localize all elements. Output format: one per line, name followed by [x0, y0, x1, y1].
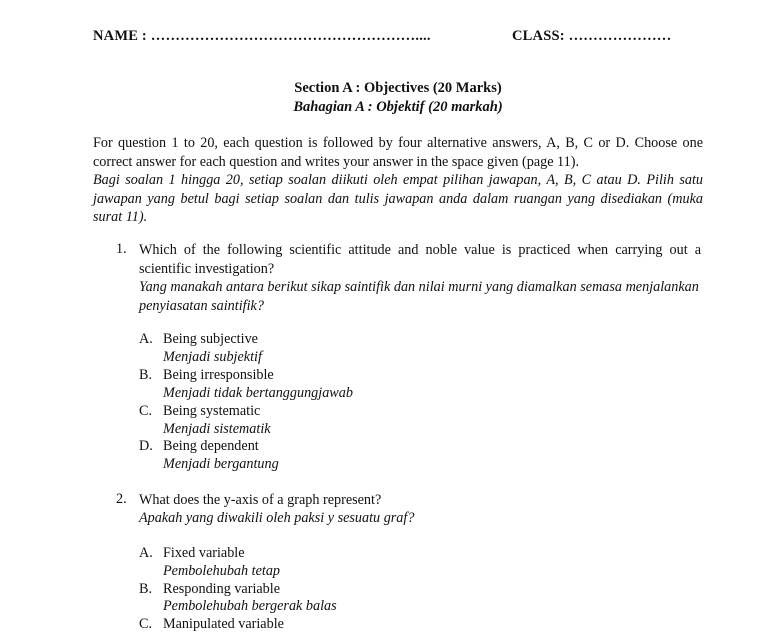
question-2-option-b: [139, 580, 280, 598]
question-1-option-a-ms: Menjadi subjektif: [163, 349, 262, 365]
question-2-option-b-ms: Pembolehubah bergerak balas: [163, 598, 337, 614]
question-2-text-en: What does the y-axis of a graph represent?: [139, 492, 382, 508]
question-2-option-a-ms: Pembolehubah tetap: [163, 563, 281, 579]
section-title: Section A : Objectives (20 Marks): [294, 80, 502, 96]
instructions-english: For question 1 to 20, each question is followed by four alternative answers, A, B, C or D. Choose one correct answer for each question and writes your answer in the space given (page 11).: [93, 135, 703, 170]
question-2-number: 2.: [116, 491, 127, 507]
question-2-option-a: [139, 544, 245, 562]
question-2-option-c: [139, 615, 284, 633]
option-text-en: Being subjective: [163, 331, 258, 347]
section-subtitle: Bahagian A : Objektif (20 markah): [293, 99, 503, 115]
instructions-malay: Bagi soalan 1 hingga 20, setiap soalan diikuti oleh empat pilihan jawapan, A, B, C atau D. Pilih satu jawapan yang betul bagi setiap soalan dan tulis jawapan anda dalam ruangan yang disediakan (muka surat 11).: [93, 172, 703, 225]
question-1-text-ms: Yang manakah antara berikut sikap saintifik dan nilai murni yang diamalkan semasa menjalankan penyiasatan saintifik?: [139, 279, 699, 314]
question-1-option-c: [139, 402, 260, 420]
question-1-option-b: [139, 366, 274, 384]
option-text-en: Being dependent: [163, 438, 259, 454]
question-1-option-d: [139, 437, 259, 455]
option-text-en: Responding variable: [163, 581, 281, 597]
option-letter: A.: [139, 331, 153, 347]
option-text-en: Being irresponsible: [163, 367, 274, 383]
question-1-option-c-ms: Menjadi sistematik: [163, 421, 271, 437]
question-1-option-a: [139, 330, 258, 348]
class-field-label: CLASS: …………………: [512, 28, 672, 44]
option-letter: C.: [139, 616, 153, 632]
option-letter: C.: [139, 403, 153, 419]
name-field-label: NAME : ………………………………………………....: [93, 28, 431, 44]
option-text-en: Being systematic: [163, 403, 261, 419]
option-letter: D.: [139, 438, 153, 454]
option-text-en: Manipulated variable: [163, 616, 284, 632]
question-1-text-en: Which of the following scientific attitude and noble value is practiced when carrying out a scientific investigation?: [139, 242, 701, 277]
option-letter: B.: [139, 367, 153, 383]
option-text-en: Fixed variable: [163, 545, 245, 561]
question-2-text-ms: Apakah yang diwakili oleh paksi y sesuatu graf?: [139, 510, 415, 526]
question-1-number: 1.: [116, 241, 127, 257]
question-1-option-b-ms: Menjadi tidak bertanggungjawab: [163, 385, 353, 401]
option-letter: A.: [139, 545, 153, 561]
question-1-option-d-ms: Menjadi bergantung: [163, 456, 279, 472]
option-letter: B.: [139, 581, 153, 597]
